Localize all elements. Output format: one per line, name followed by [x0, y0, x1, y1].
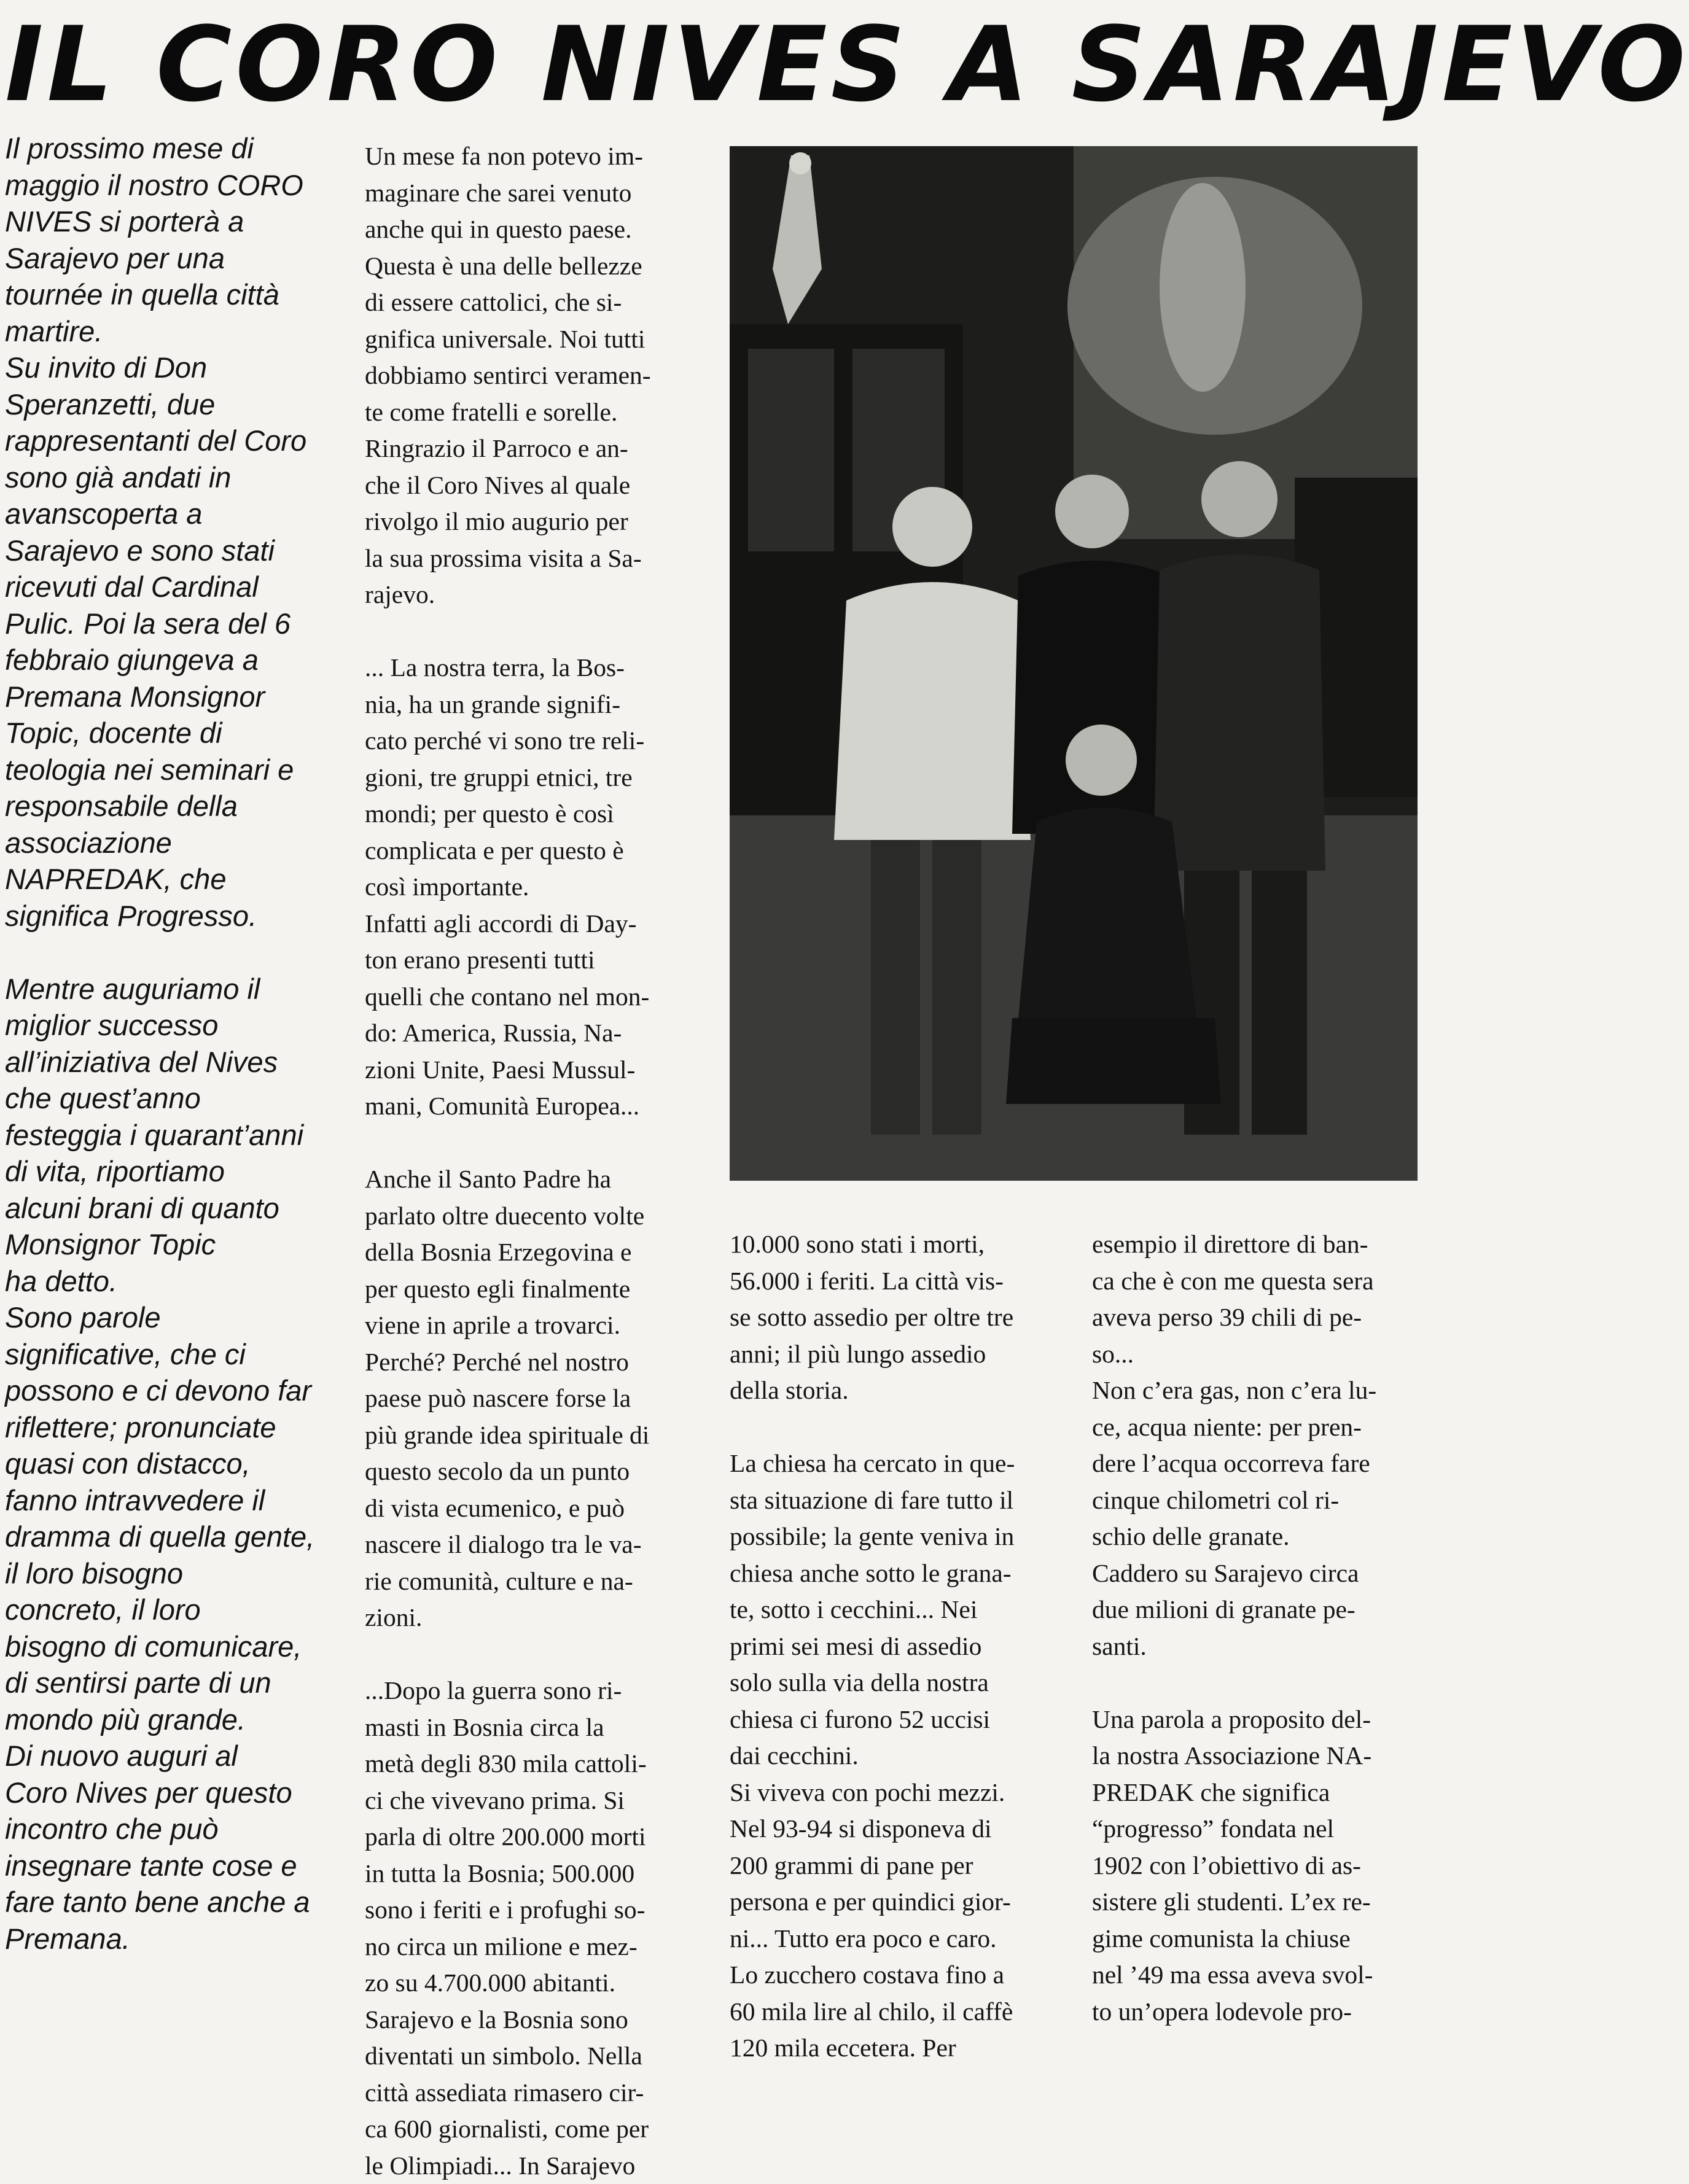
article-column-1: Un mese fa non potevo im- maginare che sarei venuto anche qui in questo paese. Questa è una delle bellezze di essere cattolici, che si- gnifica universale. Noi tutti dobbiamo sentirci veramen- te come fratelli e sorelle. Ringrazio il Parroco e an- che il Coro Nives al quale rivolgo il mio augurio per la sua prossima visita a Sa- rajevo. ... La nostra terra, la Bos- nia, ha un grande signifi- cato perché vi sono tre reli- gioni, tre gruppi etnici, tre mondi; per questo è così complicata e per questo è così importante. Infatti agli accordi di Day- ton erano presenti tutti quelli che contano nel mon- do: America, Russia, Na- zioni Unite, Paesi Mussul- mani, Comunità Europea... Anche il Santo Padre ha parlato oltre duecento volte della Bosnia Erzegovina e per questo egli finalmente viene in aprile a trovarci. Perché? Perché nel nostro paese può nascere forse la più grande idea spirituale di questo secolo da un punto di vista ecumenico, e può nascere il dialogo tra le va- rie comunità, culture e na- zioni. ...Dopo la guerra sono ri- masti in Bosnia circa la metà degli 830 mila cattoli- ci che vivevano prima. Si parla di oltre 200.000 morti in tutta la Bosnia; 500.000 sono i feriti e i profughi so- no circa un milione e mez- zo su 4.700.000 abitanti. Sarajevo e la Bosnia sono diventati un simbolo. Nella città assediata rimasero cir- ca 600 giornalisti, come per le Olimpiadi... In Sarajevo: [365, 142, 651, 2180]
article-column-3: esempio il direttore di ban- ca che è con me questa sera aveva perso 39 chili di pe- so... Non c’era gas, non c’era lu- ce, acqua niente: per pren- dere l’acqua occorreva fare cinque chilometri col ri- schio delle granate. Caddero su Sarajevo circa due milioni di granate pe- santi. Una parola a proposito del- la nostra Associazione NA- PREDAK che significa “progresso” fondata nel 1902 con l’obiettivo di as- sistere gli studenti. L’ex re- gime comunista la chiuse nel ’49 ma essa aveva svol- to un’opera lodevole pro-: [1092, 1230, 1377, 2026]
group-photo: [730, 146, 1418, 1181]
intro-column: Il prossimo mese di maggio il nostro CORO NIVES si porterà a Sarajevo per una tournée in quella città martire. Su invito di Don Speranzetti, due rappresentanti del Coro sono già andati in avanscoperta a Sarajevo e sono stati ricevuti dal Cardinal Pulic. Poi la sera del 6 febbraio giungeva a Premana Monsignor Topic, docente di teologia nei seminari e responsabile della associazione NAPREDAK, che significa Progresso. Mentre auguriamo il miglior successo all’iniziativa del Nives che quest’anno festeggia i quarant’anni di vita, riportiamo alcuni brani di quanto Monsignor Topic ha detto. Sono parole significative, che ci possono e ci devono far riflettere; pronunciate quasi con distacco, fanno intravvedere il dramma di quella gente, il loro bisogno concreto, il loro bisogno di comunicare, di sentirsi parte di un mondo più grande. Di nuovo auguri al Coro Nives per questo incontro che può insegnare tante cose e fare tanto bene anche a Premana.: [5, 132, 315, 1955]
page-title: IL CORO NIVES A SARAJEVO: [5, 4, 1689, 125]
article-column-2: 10.000 sono stati i morti, 56.000 i feriti. La città vis- se sotto assedio per oltre tre anni; il più lungo assedio della storia. La chiesa ha cercato in que- sta situazione di fare tutto il possibile; la gente veniva in chiesa anche sotto le grana- te, sotto i cecchini... Nei primi sei mesi di assedio solo sulla via della nostra chiesa ci furono 52 uccisi dai cecchini. Si viveva con pochi mezzi. Nel 93-94 si disponeva di 200 grammi di pane per persona e per quindici gior- ni... Tutto era poco e caro. Lo zucchero costava fino a 60 mila lire al chilo, il caffè 120 mila eccetera. Per: [730, 1230, 1015, 2062]
